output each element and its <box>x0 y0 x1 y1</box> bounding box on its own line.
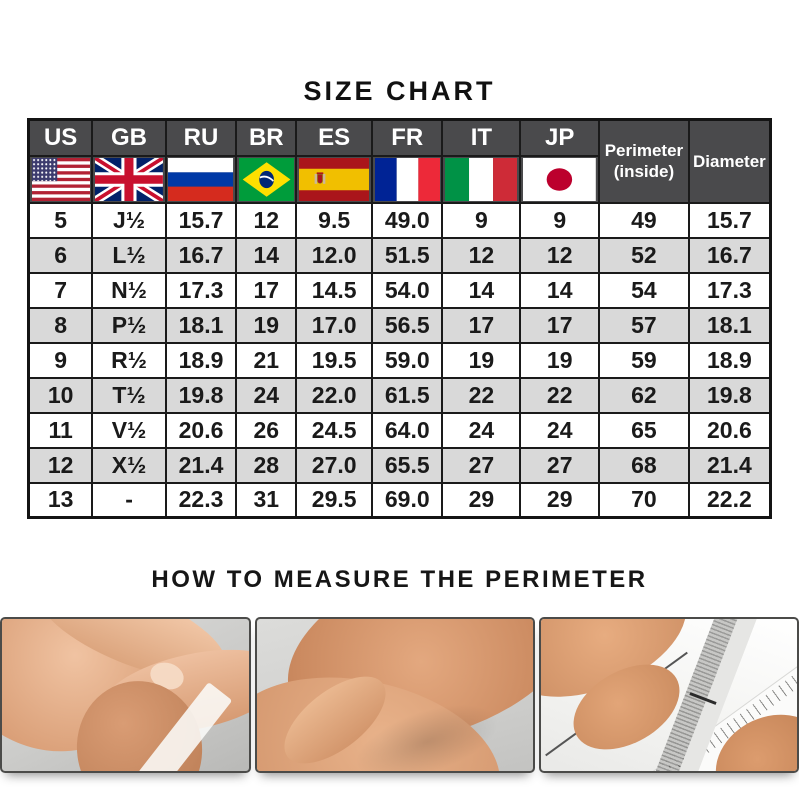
measure-photo-wrap-strip-around-finger <box>0 617 251 773</box>
measure-section-title: HOW TO MEASURE THE PERIMETER <box>151 566 648 593</box>
cell-diameter: 16.7 <box>689 238 771 273</box>
cell-br: 26 <box>236 413 296 448</box>
cell-gb: N½ <box>92 273 165 308</box>
header-cell-diameter: Diameter <box>689 120 771 203</box>
size-row-us-7 <box>29 273 771 308</box>
flag-br-icon <box>236 156 296 203</box>
cell-gb: - <box>92 483 165 518</box>
cell-us: 10 <box>29 378 93 413</box>
cell-fr: 49.0 <box>372 203 442 238</box>
cell-fr: 51.5 <box>372 238 442 273</box>
table-header <box>29 120 771 203</box>
header-cell-br: BR <box>236 120 296 156</box>
cell-perimeter: 68 <box>599 448 689 483</box>
cell-gb: L½ <box>92 238 165 273</box>
cell-es: 19.5 <box>296 343 372 378</box>
cell-ru: 21.4 <box>166 448 236 483</box>
cell-fr: 59.0 <box>372 343 442 378</box>
cell-us: 12 <box>29 448 93 483</box>
cell-us: 11 <box>29 413 93 448</box>
cell-ru: 16.7 <box>166 238 236 273</box>
cell-es: 9.5 <box>296 203 372 238</box>
header-cell-perimeter: Perimeter (inside) <box>599 120 689 203</box>
cell-ru: 15.7 <box>166 203 236 238</box>
cell-diameter: 21.4 <box>689 448 771 483</box>
cell-gb: R½ <box>92 343 165 378</box>
cell-ru: 18.9 <box>166 343 236 378</box>
size-row-us-11 <box>29 413 771 448</box>
header-cell-fr: FR <box>372 120 442 156</box>
size-chart-table <box>27 118 772 519</box>
cell-gb: T½ <box>92 378 165 413</box>
cell-perimeter: 54 <box>599 273 689 308</box>
cell-es: 17.0 <box>296 308 372 343</box>
measure-photo-strip <box>0 617 799 773</box>
cell-perimeter: 57 <box>599 308 689 343</box>
cell-es: 24.5 <box>296 413 372 448</box>
cell-fr: 56.5 <box>372 308 442 343</box>
cell-br: 14 <box>236 238 296 273</box>
cell-es: 27.0 <box>296 448 372 483</box>
flag-jp-icon <box>520 156 599 203</box>
cell-it: 12 <box>442 238 520 273</box>
flag-us-icon <box>29 156 93 203</box>
cell-it: 24 <box>442 413 520 448</box>
header-cell-it: IT <box>442 120 520 156</box>
cell-us: 13 <box>29 483 93 518</box>
size-row-us-6 <box>29 238 771 273</box>
cell-diameter: 22.2 <box>689 483 771 518</box>
cell-perimeter: 59 <box>599 343 689 378</box>
header-cell-ru: RU <box>166 120 236 156</box>
cell-br: 21 <box>236 343 296 378</box>
measure-photo-measure-strip-with-ruler <box>539 617 799 773</box>
cell-it: 29 <box>442 483 520 518</box>
cell-it: 19 <box>442 343 520 378</box>
cell-diameter: 18.9 <box>689 343 771 378</box>
cell-fr: 54.0 <box>372 273 442 308</box>
cell-br: 17 <box>236 273 296 308</box>
cell-ru: 22.3 <box>166 483 236 518</box>
cell-diameter: 19.8 <box>689 378 771 413</box>
cell-diameter: 17.3 <box>689 273 771 308</box>
size-row-us-9 <box>29 343 771 378</box>
cell-gb: V½ <box>92 413 165 448</box>
cell-jp: 17 <box>520 308 599 343</box>
flag-it-icon <box>442 156 520 203</box>
cell-br: 12 <box>236 203 296 238</box>
cell-diameter: 15.7 <box>689 203 771 238</box>
cell-diameter: 20.6 <box>689 413 771 448</box>
cell-it: 9 <box>442 203 520 238</box>
cell-gb: P½ <box>92 308 165 343</box>
header-cell-es: ES <box>296 120 372 156</box>
size-row-us-5 <box>29 203 771 238</box>
cell-us: 9 <box>29 343 93 378</box>
cell-br: 31 <box>236 483 296 518</box>
cell-jp: 22 <box>520 378 599 413</box>
cell-perimeter: 70 <box>599 483 689 518</box>
cell-br: 24 <box>236 378 296 413</box>
cell-it: 14 <box>442 273 520 308</box>
size-row-us-10 <box>29 378 771 413</box>
size-row-us-13 <box>29 483 771 518</box>
size-row-us-8 <box>29 308 771 343</box>
cell-es: 22.0 <box>296 378 372 413</box>
cell-br: 28 <box>236 448 296 483</box>
cell-es: 12.0 <box>296 238 372 273</box>
page-title: SIZE CHART <box>303 76 496 106</box>
header-cell-us: US <box>29 120 93 156</box>
cell-jp: 9 <box>520 203 599 238</box>
measure-photo-pinch-and-mark-overlap <box>255 617 535 773</box>
cell-jp: 24 <box>520 413 599 448</box>
cell-perimeter: 65 <box>599 413 689 448</box>
header-cell-jp: JP <box>520 120 599 156</box>
flag-ru-icon <box>166 156 236 203</box>
flag-fr-icon <box>372 156 442 203</box>
cell-perimeter: 52 <box>599 238 689 273</box>
cell-jp: 12 <box>520 238 599 273</box>
cell-us: 8 <box>29 308 93 343</box>
cell-es: 29.5 <box>296 483 372 518</box>
table-body <box>29 203 771 518</box>
header-cell-gb: GB <box>92 120 165 156</box>
cell-br: 19 <box>236 308 296 343</box>
cell-us: 6 <box>29 238 93 273</box>
cell-it: 17 <box>442 308 520 343</box>
size-row-us-12 <box>29 448 771 483</box>
header-label-row <box>29 120 771 156</box>
cell-ru: 19.8 <box>166 378 236 413</box>
cell-perimeter: 62 <box>599 378 689 413</box>
cell-fr: 69.0 <box>372 483 442 518</box>
cell-jp: 19 <box>520 343 599 378</box>
cell-es: 14.5 <box>296 273 372 308</box>
cell-it: 27 <box>442 448 520 483</box>
cell-ru: 18.1 <box>166 308 236 343</box>
cell-us: 7 <box>29 273 93 308</box>
cell-jp: 27 <box>520 448 599 483</box>
cell-jp: 29 <box>520 483 599 518</box>
cell-perimeter: 49 <box>599 203 689 238</box>
cell-fr: 64.0 <box>372 413 442 448</box>
cell-fr: 61.5 <box>372 378 442 413</box>
cell-gb: X½ <box>92 448 165 483</box>
flag-gb-icon <box>92 156 165 203</box>
cell-ru: 20.6 <box>166 413 236 448</box>
cell-jp: 14 <box>520 273 599 308</box>
cell-ru: 17.3 <box>166 273 236 308</box>
cell-it: 22 <box>442 378 520 413</box>
cell-gb: J½ <box>92 203 165 238</box>
flag-es-icon <box>296 156 372 203</box>
cell-diameter: 18.1 <box>689 308 771 343</box>
cell-fr: 65.5 <box>372 448 442 483</box>
cell-us: 5 <box>29 203 93 238</box>
